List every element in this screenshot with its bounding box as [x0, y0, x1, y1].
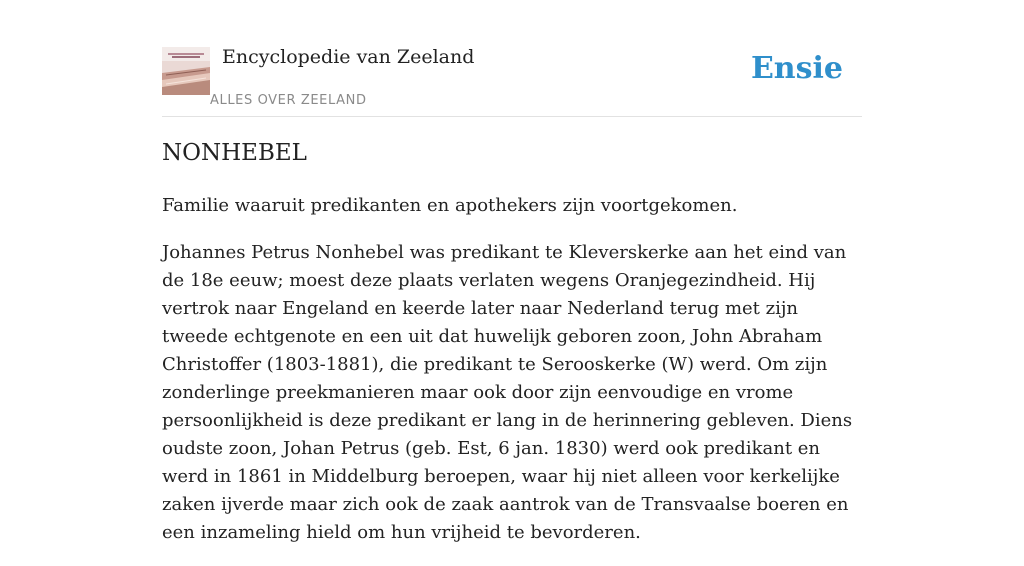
site-header — [162, 0, 862, 117]
entry-paragraph-intro: Familie waaruit predikanten en apothekers zijn voortgekomen. — [162, 195, 738, 216]
book-photo-icon — [162, 47, 210, 95]
ensie-logo[interactable]: Ensie — [750, 51, 843, 86]
entry-body — [162, 192, 862, 566]
site-avatar[interactable] — [162, 47, 210, 95]
page-container — [162, 0, 862, 543]
entry-paragraph-main: Johannes Petrus Nonhebel was predikant te Kleverskerke aan het eind van de 18e eeuw; moest deze plaats verlaten wegens Oranjegezindheid. Hij vertrok naar Engeland en keerde later naar Nederland terug met zijn tweede echtgenote en een uit dat huwelijk geboren zoon, John Abraham Christoffer (1803-1881), die predikant te Serooskerke (W) werd. Om zijn zonderlinge preekmanieren maar ook door zijn eenvoudige en vrome persoonlijkheid is deze predikant er lang in de herinnering gebleven. Diens oudste zoon, Johan Petrus (geb. Est, 6 jan. 1830) werd ook predikant en werd in 1861 in Middelburg beroepen, waar hij niet alleen voor kerkelijke zaken ijverde maar zich ook de zaak aantrok van de Transvaalse boeren en een inzameling hield om hun vrijheid te bevorderen. — [162, 242, 853, 543]
entry-title: NONHEBEL — [162, 140, 307, 166]
site-subtitle: ALLES OVER ZEELAND — [210, 93, 367, 108]
site-title[interactable]: Encyclopedie van Zeeland — [222, 46, 475, 68]
